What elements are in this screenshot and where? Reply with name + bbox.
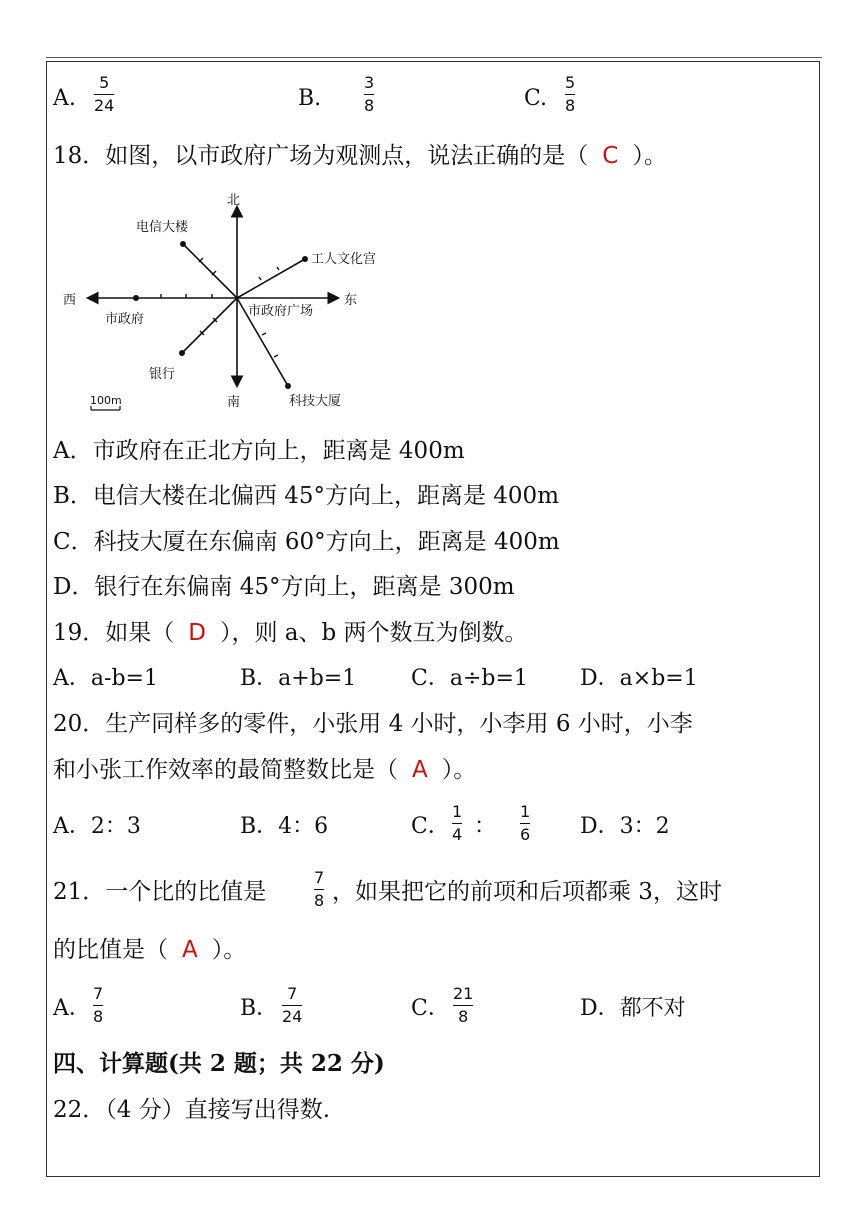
numerator: 7 bbox=[314, 868, 325, 887]
q20-option-c-fraction-1 bbox=[452, 803, 462, 844]
q21-stem-text: 21．一个比的比值是 bbox=[53, 879, 267, 905]
numerator: 3 bbox=[364, 73, 375, 92]
q21-option-a-label: A． bbox=[53, 996, 91, 1021]
denominator: 24 bbox=[282, 1007, 303, 1026]
telecom-point bbox=[180, 241, 186, 247]
q20-option-c-colon: ： bbox=[474, 814, 497, 839]
q21-option-d: D．都不对 bbox=[580, 996, 686, 1021]
q20-stem-line2 bbox=[53, 755, 476, 785]
q20-option-c-label: C． bbox=[411, 814, 450, 839]
bank-line bbox=[182, 298, 237, 353]
workers-palace-point bbox=[302, 256, 308, 262]
q17-option-c-label: C. bbox=[524, 86, 548, 111]
section-4-title: 四、计算题(共 2 题；共 22 分) bbox=[53, 1050, 385, 1077]
denominator: 8 bbox=[364, 96, 375, 115]
q18-stem bbox=[53, 141, 667, 171]
q19-option-a: A．a-b=1 bbox=[53, 666, 158, 691]
east-label: 东 bbox=[344, 293, 358, 308]
west-label: 西 bbox=[63, 293, 77, 308]
workers-palace-label: 工人文化宫 bbox=[311, 252, 377, 267]
top-rule bbox=[46, 57, 822, 58]
q20-stem-text: 和小张工作效率的最简整数比是（ bbox=[53, 757, 398, 783]
tech-tower-point bbox=[285, 383, 291, 389]
north-label: 北 bbox=[227, 193, 241, 208]
scale-label: 100m bbox=[90, 394, 122, 407]
q18-answer: C bbox=[602, 143, 619, 169]
city-hall-point bbox=[133, 295, 139, 301]
numerator: 1 bbox=[452, 802, 463, 821]
q20-option-c-fraction-2 bbox=[520, 803, 530, 844]
tech-tower-label: 科技大厦 bbox=[289, 394, 342, 409]
q19-answer: D bbox=[188, 620, 206, 646]
denominator: 8 bbox=[565, 96, 576, 115]
q17-option-c-fraction bbox=[565, 74, 575, 115]
direction-diagram bbox=[55, 188, 395, 416]
q21-option-b-label: B． bbox=[240, 996, 279, 1021]
denominator: 8 bbox=[93, 1007, 104, 1026]
numerator: 5 bbox=[99, 73, 110, 92]
q21-stem-text-2: 的比值是（ bbox=[53, 937, 168, 963]
denominator: 8 bbox=[458, 1007, 469, 1026]
q18-stem-end: ）。 bbox=[632, 143, 667, 169]
q21-option-c-fraction bbox=[453, 985, 473, 1026]
q21-option-c-label: C． bbox=[411, 996, 450, 1021]
city-hall-label: 市政府 bbox=[105, 312, 145, 327]
q17-option-a-fraction bbox=[94, 74, 114, 115]
q19-stem-end: ），则 a、b 两个数互为倒数。 bbox=[220, 620, 528, 646]
numerator: 21 bbox=[453, 984, 474, 1003]
bank-label: 银行 bbox=[149, 367, 176, 382]
q20-stem-end: ）。 bbox=[441, 757, 477, 783]
workers-palace-line bbox=[237, 259, 305, 298]
q20-stem-line1: 20．生产同样多的零件，小张用 4 小时，小李用 6 小时，小李 bbox=[53, 711, 693, 737]
telecom-line bbox=[183, 244, 237, 298]
q20-option-b: B．4：6 bbox=[240, 814, 329, 839]
plaza-label: 市政府广场 bbox=[248, 304, 314, 319]
q18-option-a: A．市政府在正北方向上，距离是 400m bbox=[53, 438, 465, 464]
q21-stem-end: ）。 bbox=[211, 937, 247, 963]
q17-option-b-fraction bbox=[364, 74, 374, 115]
q17-option-a-label: A. bbox=[53, 86, 76, 111]
q22-stem: 22．（4 分）直接写出得数. bbox=[53, 1097, 331, 1123]
numerator: 7 bbox=[287, 984, 298, 1003]
q19-stem-text: 19．如果（ bbox=[53, 620, 175, 646]
denominator: 8 bbox=[314, 891, 325, 910]
denominator: 4 bbox=[452, 825, 463, 844]
q21-option-a-fraction bbox=[93, 985, 103, 1026]
q19-option-c: C．a÷b=1 bbox=[411, 666, 528, 691]
q21-answer: A bbox=[182, 937, 198, 963]
q21-option-b-fraction bbox=[282, 985, 302, 1026]
numerator: 7 bbox=[93, 984, 104, 1003]
q18-option-b: B．电信大楼在北偏西 45°方向上，距离是 400m bbox=[53, 483, 559, 509]
telecom-label: 电信大楼 bbox=[136, 220, 189, 235]
q18-option-c: C．科技大厦在东偏南 60°方向上，距离是 400m bbox=[53, 529, 560, 555]
denominator: 24 bbox=[94, 96, 115, 115]
q20-option-a: A．2：3 bbox=[53, 814, 141, 839]
q17-option-b-label: B. bbox=[298, 86, 322, 111]
numerator: 1 bbox=[520, 802, 531, 821]
q21-stem-line2 bbox=[53, 935, 246, 965]
numerator: 5 bbox=[565, 73, 576, 92]
q18-option-d: D．银行在东偏南 45°方向上，距离是 300m bbox=[53, 574, 515, 600]
q21-stem-line1 bbox=[53, 877, 266, 907]
q19-option-d: D．a×b=1 bbox=[580, 666, 698, 691]
q20-answer: A bbox=[412, 757, 428, 783]
q19-option-b: B．a+b=1 bbox=[240, 666, 357, 691]
q21-stem-line1-end: ，如果把它的前项和后项都乘 3，这时 bbox=[332, 879, 722, 905]
q21-stem-fraction bbox=[314, 869, 324, 910]
q19-stem bbox=[53, 618, 528, 648]
denominator: 6 bbox=[520, 825, 531, 844]
q18-stem-text: 18．如图，以市政府广场为观测点，说法正确的是（ bbox=[53, 143, 589, 169]
bank-point bbox=[179, 350, 185, 356]
south-label: 南 bbox=[227, 395, 241, 410]
q20-option-d: D．3：2 bbox=[580, 814, 670, 839]
